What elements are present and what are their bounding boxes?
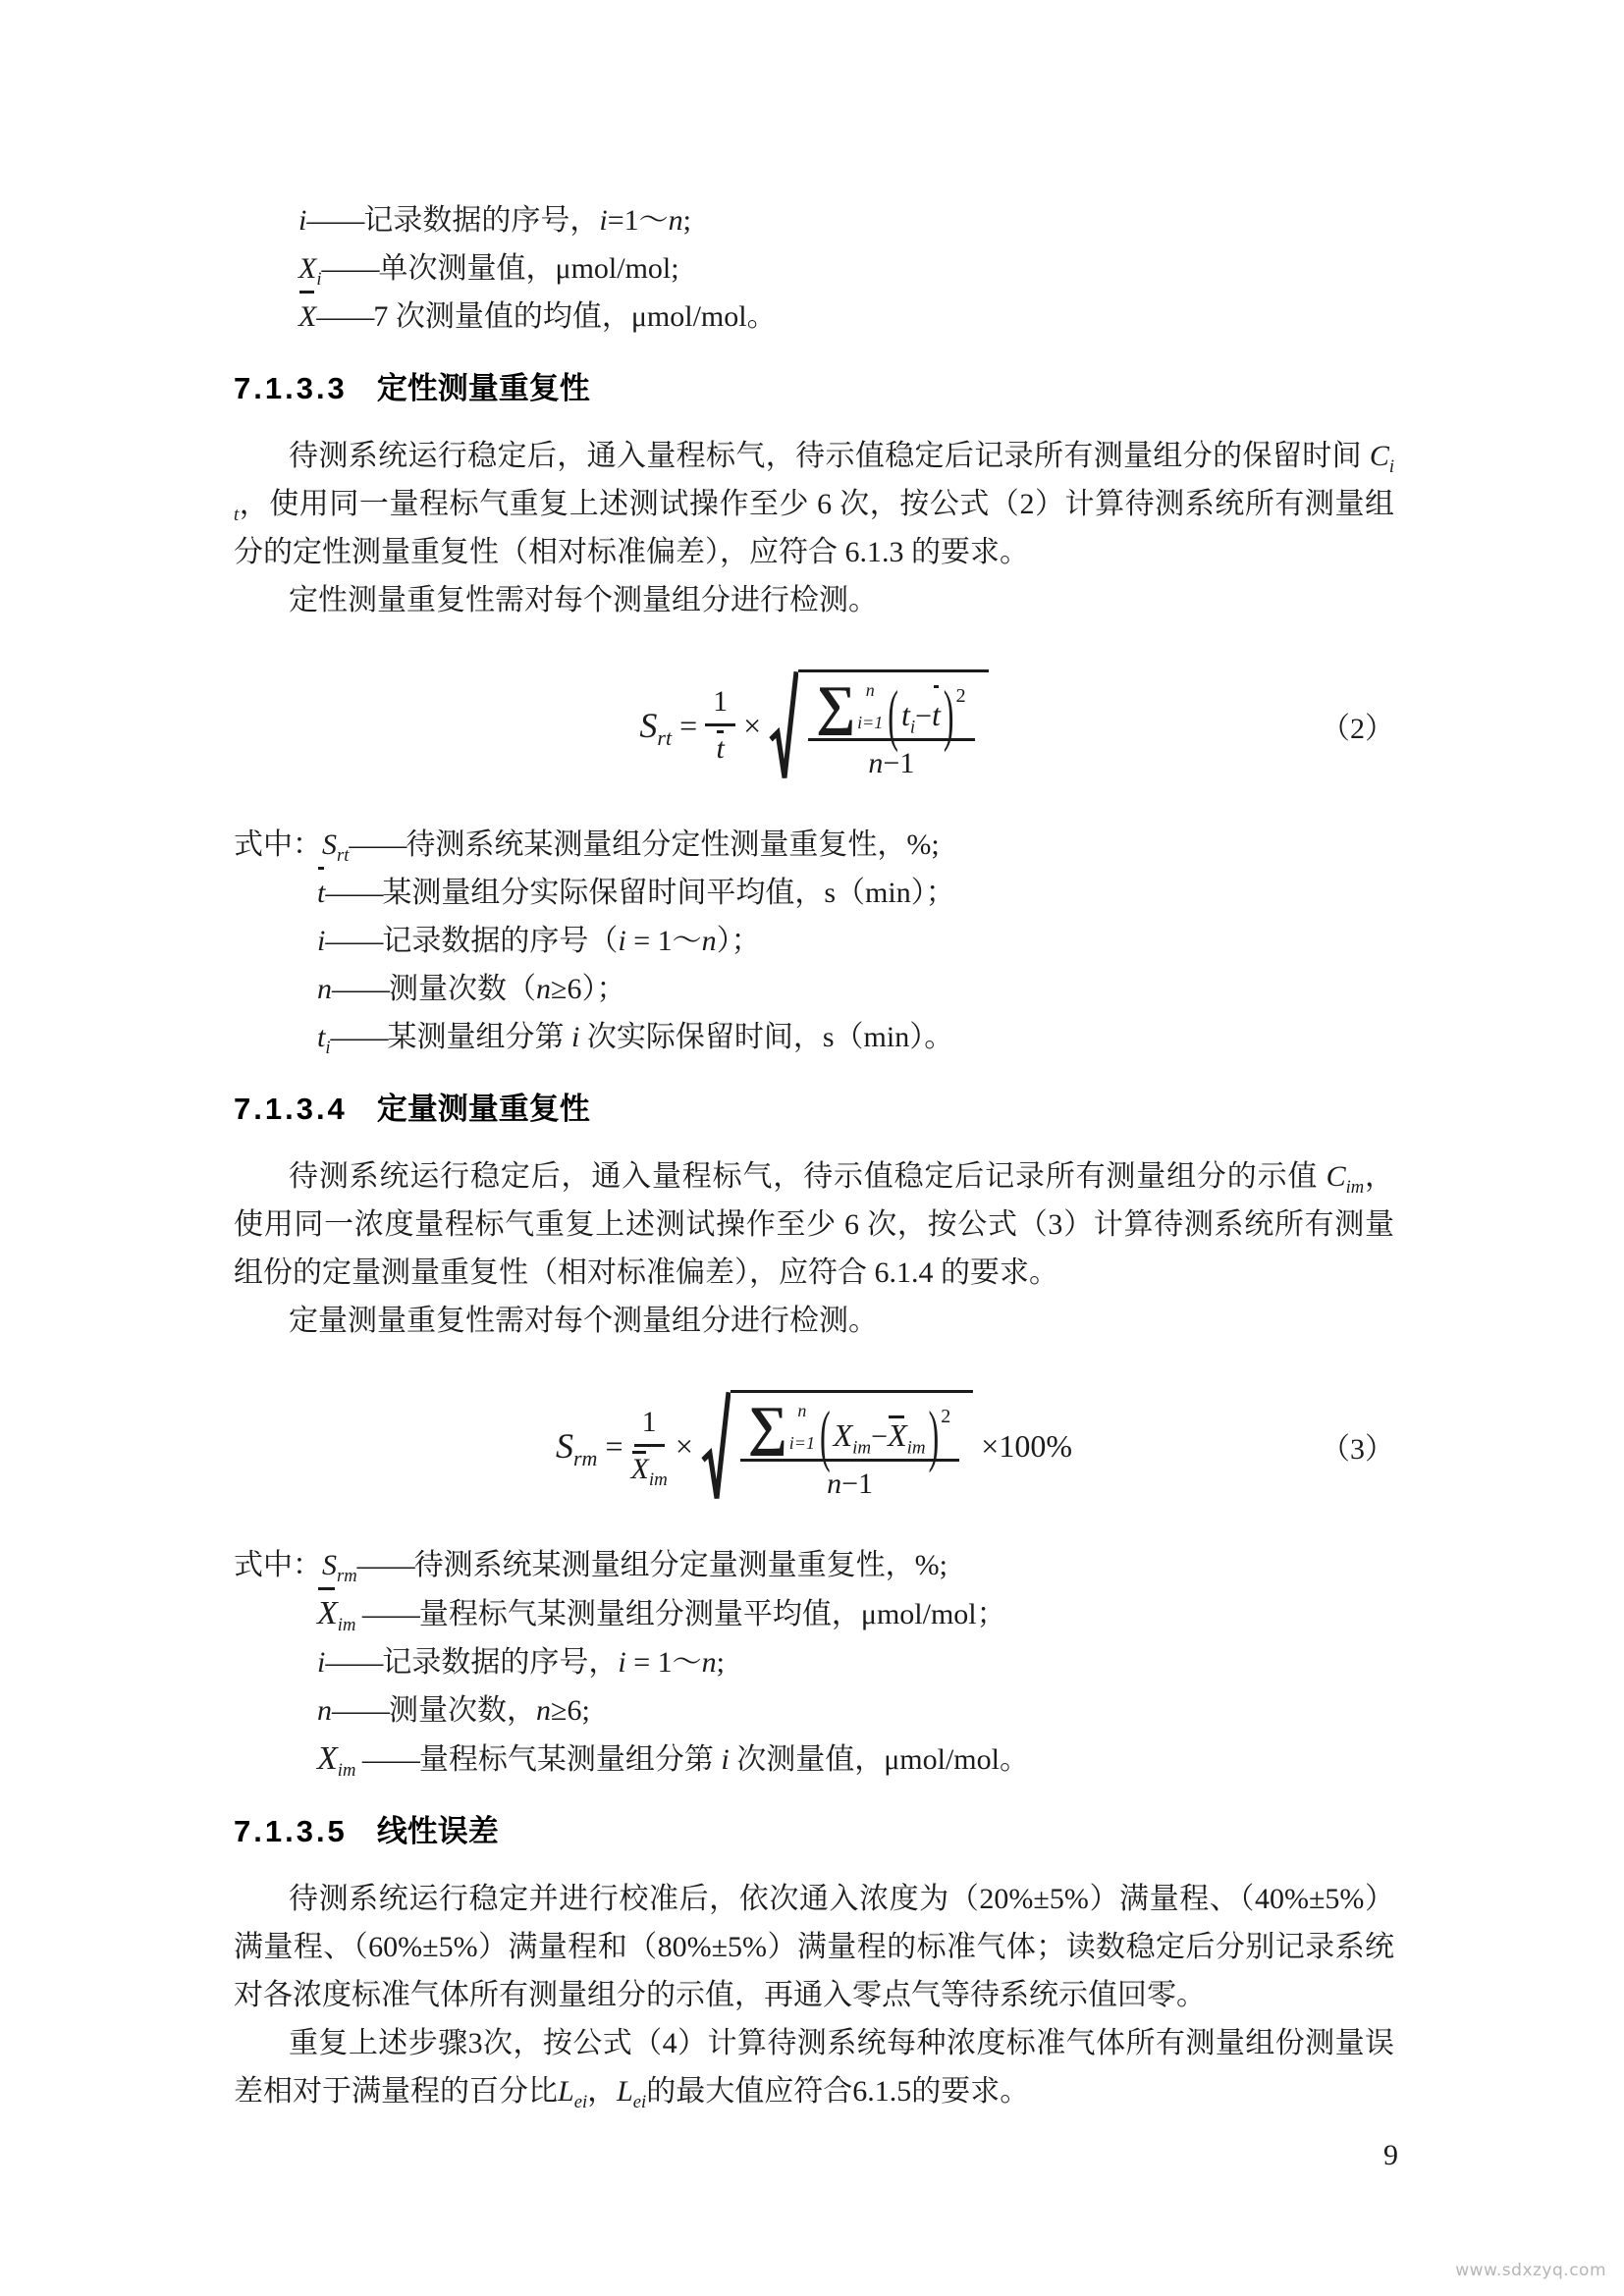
where-label: 式中：: [234, 828, 322, 861]
definition-item: [234, 965, 1394, 1013]
section-title: 线性误差: [376, 1814, 499, 1848]
sum-lower-limit: i=1: [857, 712, 884, 732]
math-subscript: rm: [573, 1446, 598, 1471]
math-subscript: i: [325, 1038, 331, 1058]
exponent: 2: [941, 1405, 951, 1427]
definition-dash: ——: [332, 1694, 389, 1727]
summation: [816, 674, 884, 736]
right-paren: ): [928, 1395, 940, 1473]
left-paren: (: [819, 1395, 831, 1473]
math-symbol: X: [317, 1740, 338, 1777]
formula-2: [234, 642, 1394, 809]
definition-text: 量程标气某测量组分第 i 次测量值，μmol/mol。: [418, 1743, 1029, 1776]
math-subscript: i: [909, 716, 916, 737]
definition-dash: ——: [325, 877, 383, 909]
definition-item: [234, 1541, 1394, 1589]
definition-text: 记录数据的序号，i=1～n;: [363, 204, 691, 237]
equation-number: （2）: [1321, 713, 1394, 745]
math-subscript: rm: [337, 1566, 357, 1586]
equation-2: [635, 669, 992, 782]
math-symbol: n: [317, 973, 332, 1005]
exponent: 2: [955, 684, 966, 707]
section-heading-7133: [234, 367, 1394, 410]
definition-item: [234, 869, 1394, 917]
definition-dash: ——: [349, 828, 406, 861]
math-symbol: S: [556, 1426, 573, 1466]
math-symbol: i: [317, 1646, 326, 1679]
math-subscript: im: [337, 1615, 356, 1635]
definition-item: [234, 1735, 1394, 1784]
fraction: [740, 1395, 959, 1501]
math-symbol-overbar: X: [298, 293, 316, 341]
definition-dash: ——: [325, 925, 383, 957]
math-term: [833, 1416, 872, 1458]
radicand: [731, 1390, 973, 1503]
definition-text: 量程标气某测量组分测量平均值，μmol/mol；: [418, 1598, 1006, 1630]
math-symbol: X: [298, 252, 317, 285]
fraction-numerator: 1: [634, 1406, 665, 1447]
summation-limits: [855, 680, 883, 733]
math-term: [900, 696, 916, 737]
radicand: [798, 669, 988, 782]
paragraph: 待测系统运行稳定后，通入量程标气，待示值稳定后记录所有测量组分的示值 $C_{im}$，使用同一浓度量程标气重复上述测试操作至少 6 次，按公式（3）计算待测系统所有测量组份的定量测量重复性（相对标准偏差），应符合 6.1.4 的要求。: [234, 1160, 1395, 1289]
radical-sign-icon: [769, 669, 798, 782]
equation-number: （3）: [1321, 1433, 1394, 1466]
definition-dash: ——: [306, 204, 364, 237]
radical-sign-icon: [701, 1390, 731, 1503]
paragraph: 定性测量重复性需对每个测量组分进行检测。: [289, 584, 878, 616]
definition-text: 7 次测量值的均值，μmol/mol。: [373, 300, 777, 333]
math-subscript: im: [906, 1436, 926, 1458]
math-symbol: i: [317, 925, 326, 957]
definition-text: 记录数据的序号（i = 1～n）；: [382, 925, 761, 957]
definition-text: 测量次数，n≥6;: [389, 1694, 590, 1727]
multiply-sign: ×: [675, 1427, 693, 1464]
definition-item: [234, 917, 1394, 965]
definition-item: [234, 1013, 1394, 1061]
equals-sign: =: [605, 1427, 623, 1464]
watermark-text: www.sdxzyq.com: [1455, 2261, 1606, 2280]
fraction-numerator: 1: [705, 685, 735, 726]
equation-lhs: [639, 705, 673, 751]
fraction: [808, 674, 974, 780]
math-symbol-overbar: X: [888, 1416, 907, 1453]
definition-text: 某测量组分第 i 次实际保留时间，s（min）。: [387, 1021, 954, 1053]
math-subscript: im: [648, 1469, 668, 1490]
math-subscript: rt: [657, 725, 673, 751]
summation-limits: [787, 1401, 815, 1454]
page-number: 9: [1383, 2139, 1398, 2171]
definition-item: [234, 1686, 1394, 1735]
math-symbol: t: [900, 696, 910, 732]
definition-text: 待测系统某测量组分定量测量重复性，%;: [413, 1549, 947, 1581]
math-term: [932, 697, 941, 733]
math-subscript: im: [852, 1436, 872, 1458]
definition-item: [234, 1638, 1394, 1686]
math-symbol-overbar: t: [932, 696, 941, 732]
math-symbol: X: [833, 1416, 853, 1453]
fraction: [630, 1406, 668, 1490]
definition-text: 待测系统某测量组分定性测量重复性，%;: [406, 828, 940, 861]
definition-list-f2: [234, 821, 1394, 1061]
definition-item: [234, 821, 1394, 869]
times-100-percent: ×100%: [981, 1427, 1072, 1464]
math-symbol-overbar: t: [716, 732, 725, 765]
definition-dash: ——: [356, 1549, 414, 1581]
definition-dash: ——: [316, 300, 374, 333]
page-content: [234, 196, 1394, 2115]
sum-expression: [808, 674, 974, 753]
math-subscript: i: [316, 269, 322, 290]
definition-dash: ——: [355, 1743, 419, 1776]
fraction-denominator: [827, 1462, 873, 1501]
math-symbol-overbar: X: [317, 1589, 338, 1637]
square-root: [769, 669, 988, 782]
math-symbol-overbar: X: [630, 1453, 649, 1485]
paragraph: 待测系统运行稳定并进行校准后，依次通入浓度为（20%±5%）满量程、（40%±5%）满量程、（60%±5%）满量程和（80%±5%）满量程的标准气体；读数稳定后分别记录系统对各浓度标准气体所有测量组分的示值，再通入零点气等待系统示值回零。: [234, 1883, 1394, 2011]
definition-text: 单次测量值，μmol/mol;: [378, 252, 679, 285]
definition-item: [234, 1589, 1394, 1638]
section-number: 7.1.3.3: [234, 371, 348, 405]
section-title: 定性测量重复性: [376, 371, 590, 405]
math-symbol: S: [639, 706, 658, 745]
definition-dash: ——: [330, 1021, 388, 1053]
definition-dash: ——: [332, 973, 389, 1005]
fraction: [705, 685, 735, 766]
math-symbol: n: [827, 1467, 842, 1500]
sum-upper-limit: n: [797, 1400, 807, 1420]
definition-text: 测量次数（n≥6）；: [389, 973, 626, 1005]
fraction-denominator: [630, 1447, 668, 1490]
definition-item: [234, 196, 1394, 244]
equation-3: [552, 1390, 1076, 1503]
sum-lower-limit: i=1: [788, 1432, 815, 1453]
math-subscript: im: [337, 1760, 356, 1781]
definition-dash: ——: [321, 252, 379, 285]
sigma-icon: ∑: [816, 674, 856, 736]
math-subscript: rt: [337, 845, 350, 866]
sum-expression: [740, 1395, 959, 1473]
math-symbol-overbar: t: [317, 869, 325, 917]
section-title: 定量测量重复性: [376, 1092, 590, 1126]
math-text: −1: [883, 746, 915, 779]
math-symbol: S: [322, 828, 337, 861]
equation-lhs: [556, 1425, 598, 1471]
definition-dash: ——: [355, 1598, 419, 1630]
paragraph: 待测系统运行稳定后，通入量程标气，待示值稳定后记录所有测量组分的保留时间 $C_{it}$，使用同一量程标气重复上述测试操作至少 6 次，按公式（2）计算待测系统所有测量组分的定性测量重复性（相对标准偏差），应符合 6.1.3 的要求。: [234, 440, 1394, 568]
paragraph: 定量测量重复性需对每个测量组分进行检测。: [289, 1305, 878, 1337]
definition-dash: ——: [325, 1646, 383, 1679]
math-text: −1: [841, 1467, 874, 1500]
paragraph: 重复上述步骤3次，按公式（4）计算待测系统每种浓度标准气体所有测量组份测量误差相对于满量程的百分比$L_{ei}$，$L_{ei}$的最大值应符合6.1.5的要求。: [234, 2027, 1394, 2112]
definition-item: [234, 293, 1394, 341]
multiply-sign: ×: [743, 707, 762, 743]
equals-sign: =: [679, 707, 698, 743]
sigma-icon: ∑: [747, 1395, 787, 1457]
definition-item: [234, 244, 1394, 293]
definition-text: 某测量组分实际保留时间平均值，s（min）；: [382, 877, 955, 909]
math-term: [888, 1416, 926, 1458]
math-symbol: t: [317, 1021, 326, 1053]
left-paren: (: [888, 674, 898, 753]
definition-text: 记录数据的序号，i = 1～n;: [382, 1646, 725, 1679]
sum-upper-limit: n: [865, 679, 875, 700]
definition-list-f3: [234, 1541, 1394, 1784]
minus-sign: −: [915, 699, 933, 732]
square-root: [701, 1390, 973, 1503]
math-symbol: n: [868, 746, 884, 779]
section-number: 7.1.3.4: [234, 1092, 348, 1126]
section-heading-7134: [234, 1088, 1394, 1131]
math-symbol: i: [298, 204, 307, 237]
minus-sign: −: [871, 1419, 889, 1453]
section-number: 7.1.3.5: [234, 1814, 348, 1848]
formula-3: [234, 1362, 1394, 1529]
where-label: 式中：: [234, 1549, 322, 1581]
section-heading-7135: [234, 1810, 1394, 1853]
right-paren: ): [943, 674, 954, 753]
definition-list-intro: [234, 196, 1394, 341]
summation: [747, 1395, 815, 1457]
fraction-denominator: [716, 726, 724, 766]
math-symbol: S: [322, 1549, 337, 1581]
math-symbol: n: [317, 1694, 332, 1727]
